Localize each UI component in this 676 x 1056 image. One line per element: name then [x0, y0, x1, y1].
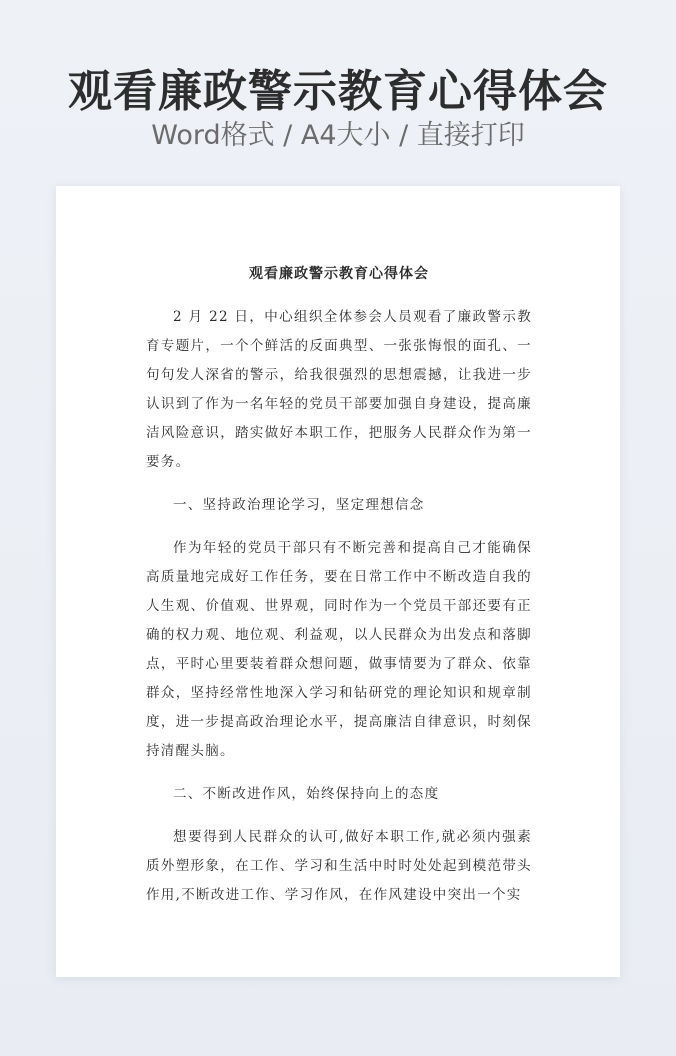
document-title: 观看廉政警示教育心得体会	[249, 266, 429, 282]
section-heading-1: 一、坚持政治理论学习，坚定理想信念	[173, 497, 425, 513]
document-page	[56, 186, 620, 977]
paragraph-section-1: 作为年轻的党员干部只有不断完善和提高自己才能确保高质量地完成好工作任务，要在日常工作中不断改造自我的人生观、价值观、世界观，同时作为一个党员干部还要有正确的权力观、地位观、利益观，以人民群众为出发点和落脚点，平时心里要装着群众想问题，做事情要为了群众、依靠群众，坚持经常性地深入学习和钻研党的理论知识和规章制度，进一步提高政治理论水平，提高廉洁自律意识，时刻保持清醒头脑。	[146, 540, 532, 759]
banner-title: 观看廉政警示教育心得体会	[68, 66, 608, 117]
paragraph-section-2: 想要得到人民群众的认可,做好本职工作,就必须内强素质外塑形象，在工作、学习和生活中时时处处起到模范带头作用,不断改进工作、学习作风，在作风建设中突出一个实	[146, 829, 532, 903]
section-heading-2: 二、不断改进作风，始终保持向上的态度	[173, 786, 440, 802]
paragraph-intro: 2 月 22 日，中心组织全体参会人员观看了廉政警示教育专题片，一个个鲜活的反面典型、一张张悔恨的面孔、一句句发人深省的警示，给我很强烈的思想震撼，让我进一步认识到了作为一名年轻的党员干部要加强自身建设，提高廉洁风险意识，踏实做好本职工作，把服务人民群众作为第一要务。	[146, 309, 532, 470]
document-body	[146, 260, 532, 924]
banner-subtitle: Word格式 / A4大小 / 直接打印	[151, 120, 525, 151]
